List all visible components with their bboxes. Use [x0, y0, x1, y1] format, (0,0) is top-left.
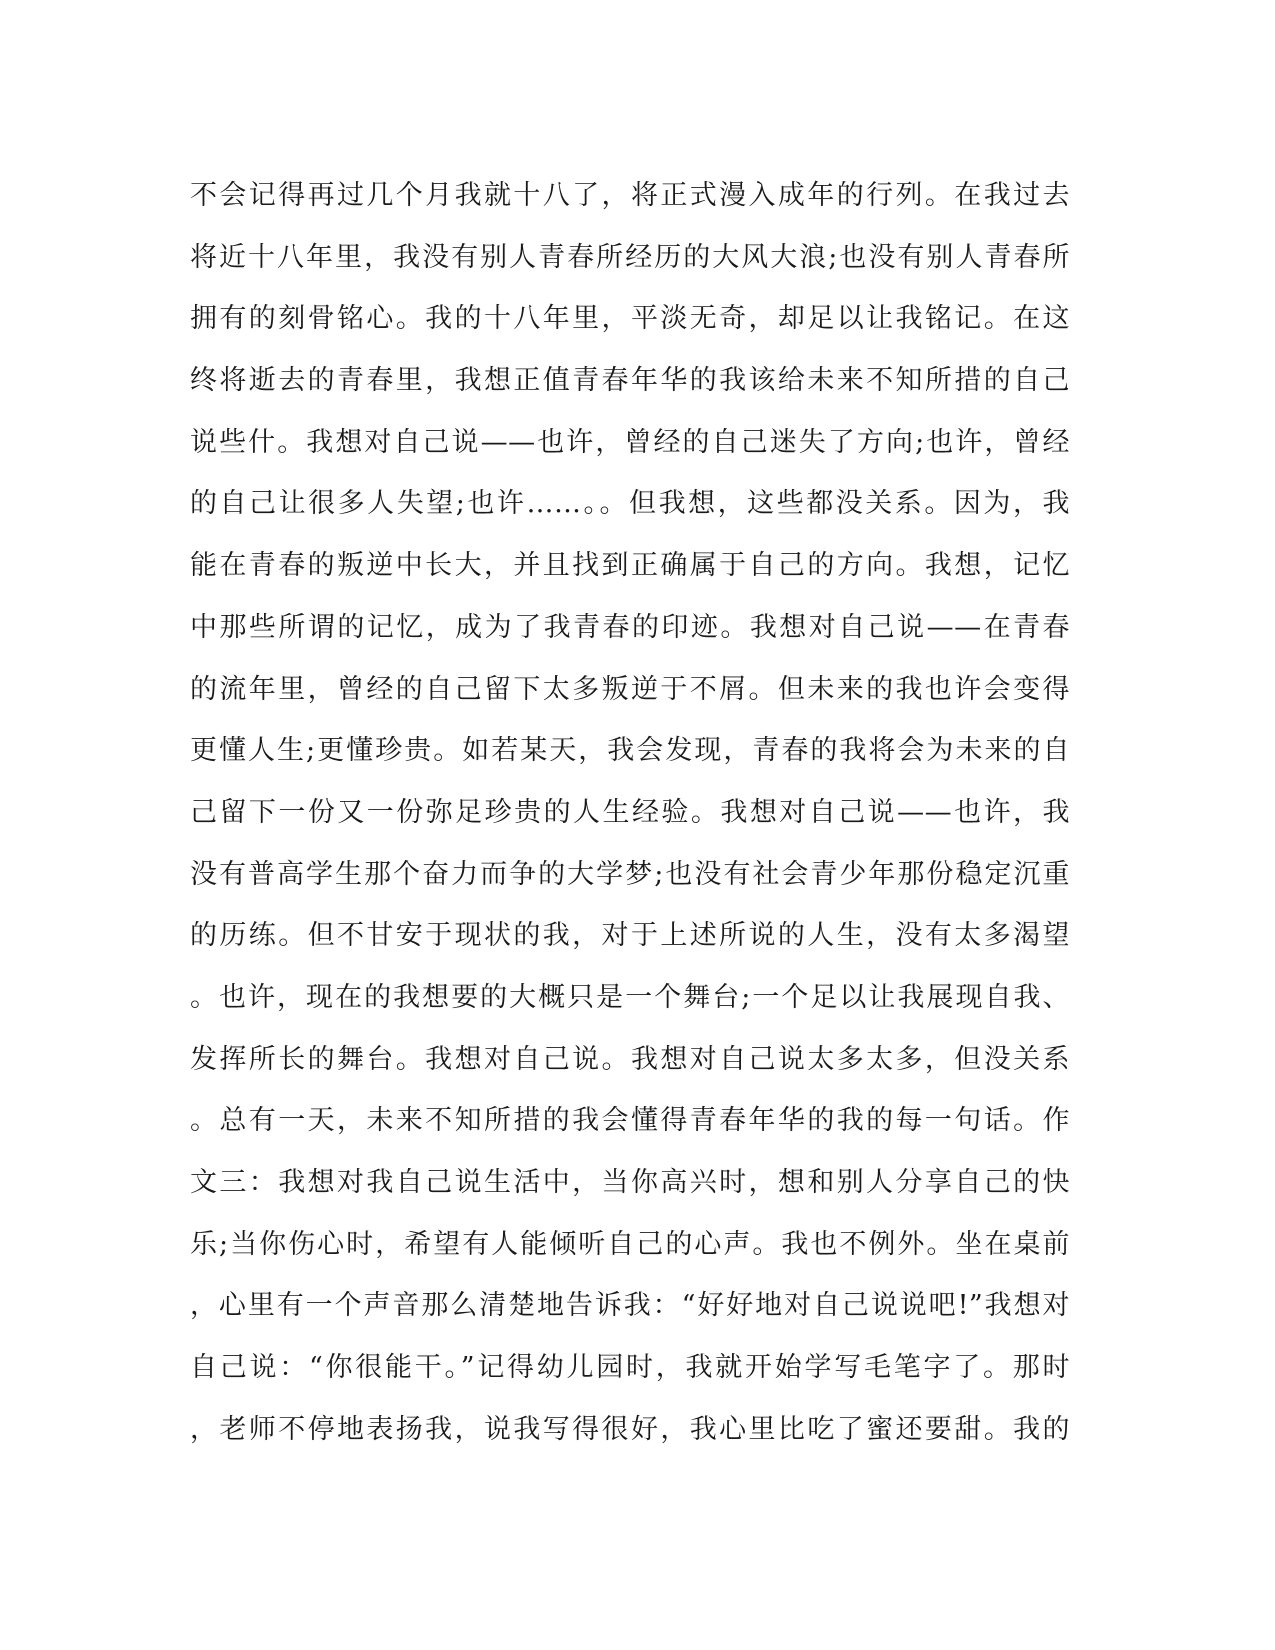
text-line: 的流年里，曾经的自己留下太多叛逆于不屑。但未来的我也许会变得 [190, 673, 1070, 705]
text-line: 文三：我想对我自己说生活中，当你高兴时，想和别人分享自己的快 [190, 1167, 1070, 1198]
text-line: 。总有一天，未来不知所措的我会懂得青春年华的我的每一句话。作 [190, 1105, 1070, 1137]
text-line: ，心里有一个声音那么清楚地告诉我：“好好地对自己说说吧!”我想对 [190, 1290, 1070, 1322]
text-line: 说些什。我想对自己说——也许，曾经的自己迷失了方向;也许，曾经 [190, 426, 1070, 458]
text-line: 能在青春的叛逆中长大，并且找到正确属于自己的方向。我想，记忆 [190, 550, 1070, 582]
text-line: 乐;当你伤心时，希望有人能倾听自己的心声。我也不例外。坐在桌前 [190, 1228, 1070, 1260]
text-line: 发挥所长的舞台。我想对自己说。我想对自己说太多太多，但没关系 [190, 1043, 1070, 1075]
text-line: 拥有的刻骨铭心。我的十八年里，平淡无奇，却足以让我铭记。在这 [190, 303, 1070, 335]
text-line: ，老师不停地表扬我，说我写得很好，我心里比吃了蜜还要甜。我的 [190, 1413, 1070, 1445]
text-line: 自己说：“你很能干。”记得幼儿园时，我就开始学写毛笔字了。那时 [190, 1352, 1070, 1384]
text-line: 更懂人生;更懂珍贵。如若某天，我会发现，青春的我将会为未来的自 [190, 735, 1070, 767]
text-line: 不会记得再过几个月我就十八了，将正式漫入成年的行列。在我过去 [190, 180, 1070, 211]
text-line: 己留下一份又一份弥足珍贵的人生经验。我想对自己说——也许，我 [190, 796, 1070, 828]
text-line: 没有普高学生那个奋力而争的大学梦;也没有社会青少年那份稳定沉重 [190, 858, 1070, 890]
text-line: 终将逝去的青春里，我想正值青春年华的我该给未来不知所措的自己 [190, 365, 1070, 397]
text-line: 中那些所谓的记忆，成为了我青春的印迹。我想对自己说——在青春 [190, 611, 1070, 643]
text-line: 将近十八年里，我没有别人青春所经历的大风大浪;也没有别人青春所 [190, 241, 1070, 273]
body-text [190, 165, 1070, 1460]
text-line: 的历练。但不甘安于现状的我，对于上述所说的人生，没有太多渴望 [190, 920, 1070, 952]
text-line: 。也许，现在的我想要的大概只是一个舞台;一个足以让我展现自我、 [190, 981, 1070, 1013]
text-line: 的自己让很多人失望;也许……。。但我想，这些都没关系。因为，我 [190, 488, 1070, 520]
